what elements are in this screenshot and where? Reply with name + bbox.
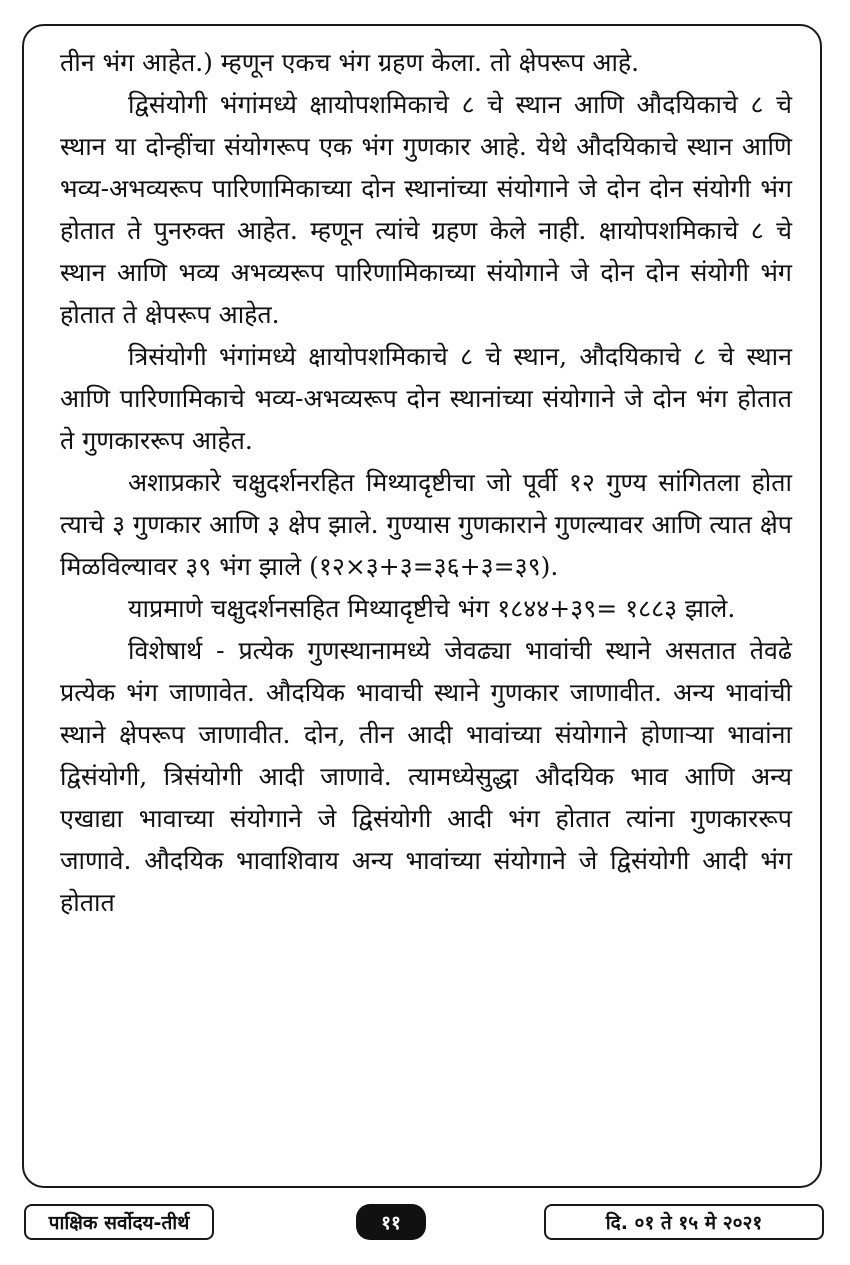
paragraph-trisanyogi: त्रिसंयोगी भंगांमध्ये क्षायोपशमिकाचे ८ चे स्थान, औदयिकाचे ८ चे स्थान आणि पारिणामिकाचे भव्य-अभव्यरूप दोन स्थानांच्या संयोगाने जे दोन भंग होतात ते गुणकाररूप आहेत. [60,342,792,455]
footer-issue-date: दि. ०१ ते १५ मे २०२१ [544,1204,824,1240]
paragraph-dvisanyogi: द्विसंयोगी भंगांमध्ये क्षायोपशमिकाचे ८ चे स्थान आणि औदयिकाचे ८ चे स्थान या दोन्हींचा संयोगरूप एक भंग गुणकार आहे. येथे औदयिकाचे स्थान आणि भव्य-अभव्यरूप पारिणामिकाच्या दोन स्थानांच्या संयोगाने जे दोन दोन संयोगी भंग होतात ते पुनरुक्त आहेत. म्हणून त्यांचे ग्रहण केले नाही. क्षायोपशमिकाचे ८ चे स्थान आणि भव्य अभव्यरूप पारिणामिकाच्या संयोगाने जे दोन दोन संयोगी भंग होतात ते क्षेपरूप आहेत. [60,90,792,329]
paragraph-total: याप्रमाणे चक्षुदर्शनसहित मिथ्यादृष्टीचे भंग १८४४+३९= १८८३ झाले. [128,594,736,623]
body-text [60,42,792,924]
footer-page-number: ११ [356,1204,426,1240]
footer-publication-name: पाक्षिक सर्वोदय-तीर्थ [24,1204,214,1240]
paragraph-calculation: अशाप्रकारे चक्षुदर्शनरहित मिथ्यादृष्टीचा जो पूर्वी १२ गुण्य सांगितला होता त्याचे ३ गुणकार आणि ३ क्षेप झाले. गुण्यास गुणकाराने गुणल्यावर आणि त्यात क्षेप मिळविल्यावर ३९ भंग झाले (१२×३+३=३६+३=३९). [60,468,792,581]
paragraph-visheshartha: विशेषार्थ - प्रत्येक गुणस्थानामध्ये जेवढ्या भावांची स्थाने असतात तेवढे प्रत्येक भंग जाणावेत. औदयिक भावाची स्थाने गुणकार जाणावीत. अन्य भावांची स्थाने क्षेपरूप जाणावीत. दोन, तीन आदी भावांच्या संयोगाने होणाऱ्या भावांना द्विसंयोगी, त्रिसंयोगी आदी जाणावे. त्यामध्येसुद्धा औदयिक भाव आणि अन्य एखाद्या भावाच्या संयोगाने जे द्विसंयोगी आदी भंग होतात त्यांना गुणकाररूप जाणावे. औदयिक भावाशिवाय अन्य भावांच्या संयोगाने जे द्विसंयोगी आदी भंग होतात [60,636,792,917]
paragraph-continuation: तीन भंग आहेत.) म्हणून एकच भंग ग्रहण केला. तो क्षेपरूप आहे. [60,48,640,77]
